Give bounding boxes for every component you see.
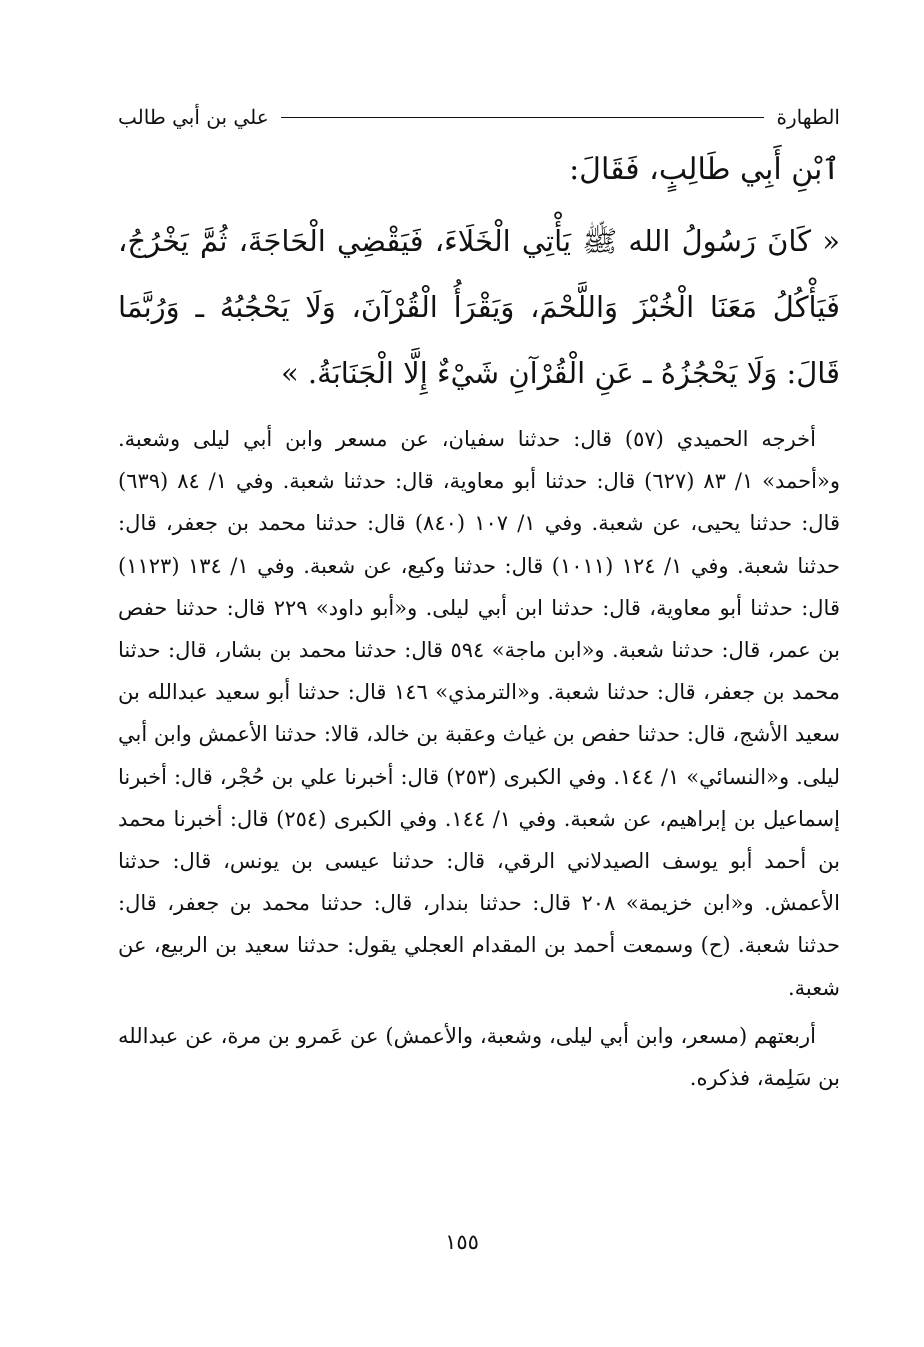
hadith-text: « كَانَ رَسُولُ الله ﷺ يَأْتِي الْخَلَاءَ، فَيَقْضِي الْحَاجَةَ، ثُمَّ يَخْرُجُ، فَيَأْكُلُ مَعَنَا الْخُبْزَ وَاللَّحْمَ، وَيَقْرَأُ الْقُرْآنَ، وَلَا يَحْجُبُهُ ـ وَرُبَّمَا قَالَ: وَلَا يَحْجُزُهُ ـ عَنِ الْقُرْآنِ شَيْءٌ إِلَّا الْجَنَابَةُ. » — [118, 224, 840, 390]
section-title: علي بن أبي طالب — [118, 105, 269, 129]
document-page — [118, 96, 840, 1099]
hadith-lead-line: ٱبْنِ أَبِي طَالِبٍ، فَقَالَ: — [569, 152, 840, 187]
takhrij-paragraph: أخرجه الحميدي (٥٧) قال: حدثنا سفيان، عن مسعر وابن أبي ليلى وشعبة. و«أحمد» ١/ ٨٣ (٦٢٧) قال: حدثنا أبو معاوية، قال: حدثنا شعبة. وفي ١/ ٨٤ (٦٣٩) قال: حدثنا يحيى، عن شعبة. وفي ١/ ١٠٧ (٨٤٠) قال: حدثنا محمد بن جعفر، قال: حدثنا شعبة. وفي ١/ ١٢٤ (١٠١١) قال: حدثنا وكيع، عن شعبة. وفي ١/ ١٣٤ (١١٢٣) قال: حدثنا أبو معاوية، قال: حدثنا ابن أبي ليلى. و«أبو داود» ٢٢٩ قال: حدثنا حفص بن عمر، قال: حدثنا شعبة. و«ابن ماجة» ٥٩٤ قال: حدثنا محمد بن بشار، قال: حدثنا محمد بن جعفر، قال: حدثنا شعبة. و«الترمذي» ١٤٦ قال: حدثنا أبو سعيد عبدالله بن سعيد الأشج، قال: حدثنا حفص بن غياث وعقبة بن خالد، قالا: حدثنا الأعمش وابن أبي ليلى. و«النسائي» ١/ ١٤٤. وفي الكبرى (٢٥٣) قال: أخبرنا علي بن حُجْر، قال: أخبرنا إسماعيل بن إبراهيم، عن شعبة. وفي ١/ ١٤٤. وفي الكبرى (٢٥٤) قال: أخبرنا محمد بن أحمد أبو يوسف الصيدلاني الرقي، قال: حدثنا عيسى بن يونس، قال: حدثنا الأعمش. و«ابن خزيمة» ٢٠٨ قال: حدثنا بندار، قال: حدثنا محمد بن جعفر، قال: حدثنا شعبة. (ح) وسمعت أحمد بن المقدام العجلي يقول: حدثنا سعيد بن الربيع، عن شعبة. — [118, 427, 840, 1000]
summary-paragraph: أربعتهم (مسعر، وابن أبي ليلى، وشعبة، والأعمش) عن عَمرو بن مرة، عن عبدالله بن سَلِمة، فذكره. — [118, 1023, 840, 1091]
page-number: ١٥٥ — [445, 1230, 479, 1254]
running-header — [118, 96, 840, 138]
chapter-title: الطهارة — [776, 105, 840, 129]
header-rule — [281, 117, 765, 118]
